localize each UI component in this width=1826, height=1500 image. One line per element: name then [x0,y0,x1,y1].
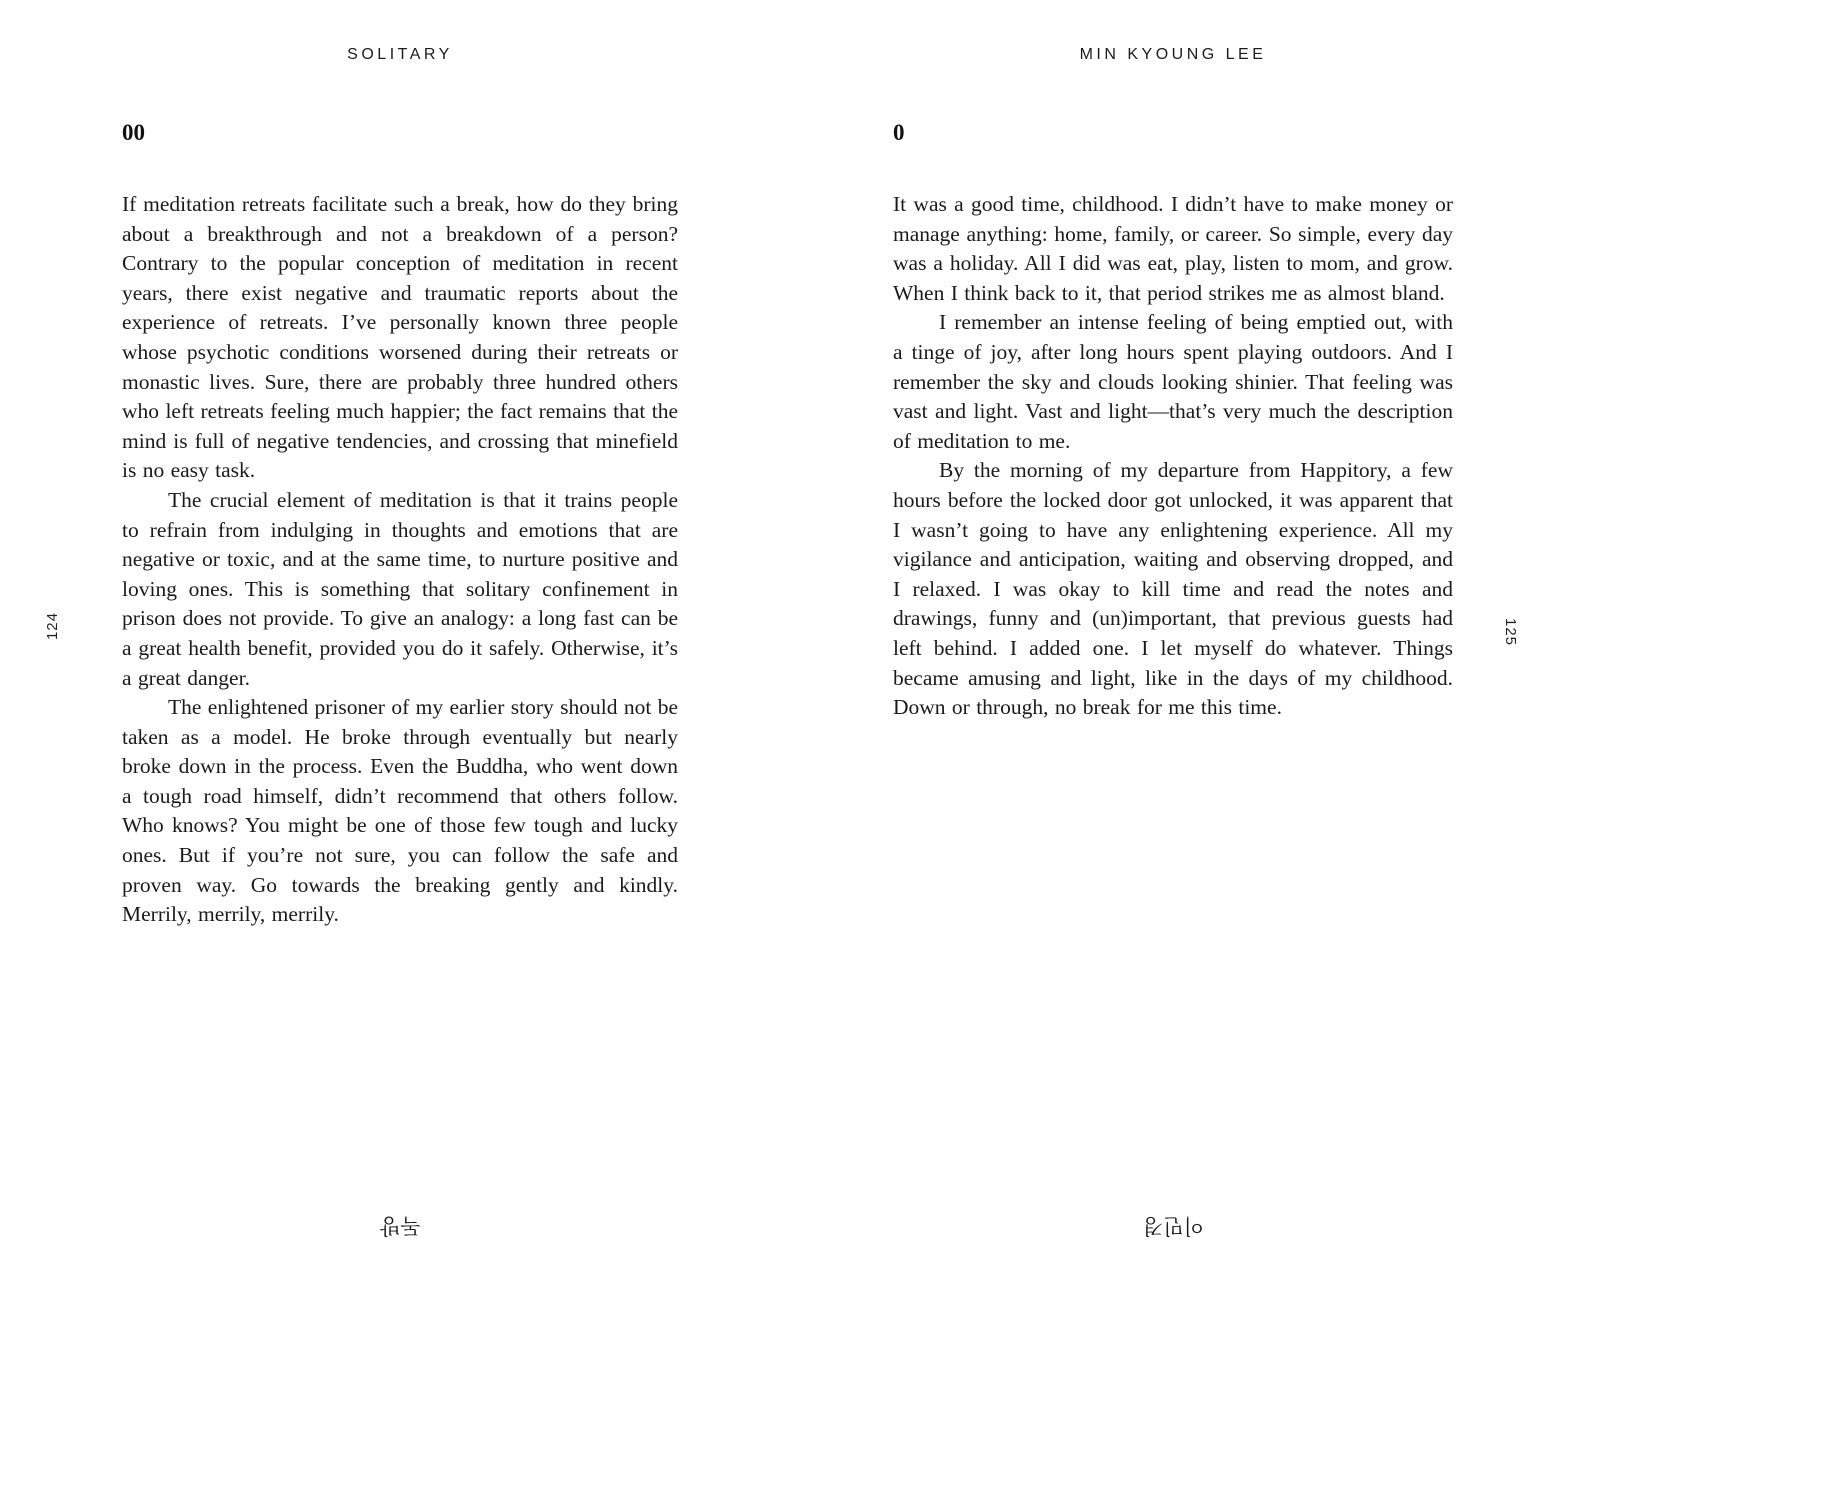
body-paragraph: If meditation retreats facilitate such a break, how do they bring about a breakthrough and not a breakdown of a person? Contrary to the popular conception of meditation in recent years, there exist negative and traumatic reports about the experience of retreats. I’ve personally known three people whose psychotic conditions worsened during their retreats or monastic lives. Sure, there are probably three hundred others who left retreats feeling much happier; the fact remains that the mind is full of negative tendencies, and crossing that minefield is no easy task. [122,192,678,483]
body-paragraph: It was a good time, childhood. I didn’t have to make money or manage anything: home, family, or career. So simple, every day was a holiday. All I did was eat, play, listen to mom, and grow. When I think back to it, that period strikes me as almost bland. [893,192,1453,305]
body-paragraph: The enlightened prisoner of my earlier story should not be taken as a model. He broke through eventually but nearly broke down in the process. Even the Buddha, who went down a tough road himself, didn’t recommend that others follow. Who knows? You might be one of those few tough and lucky ones. But if you’re not sure, you can follow the safe and proven way. Go towards the breaking gently and kindly. Merrily, merrily, merrily. [122,695,678,927]
footer-korean-title-left: 독방 [379,1214,421,1238]
footer-korean-title-right: 이민경 [1142,1214,1204,1238]
right-page-text-column [893,120,1453,723]
footer-title-right [893,1212,1453,1242]
footer-title-left [122,1212,678,1242]
page-number-right: 125 [1502,618,1519,647]
running-header-left: SOLITARY [347,46,453,63]
section-number-right: 0 [893,120,905,145]
page-number-left: 124 [44,612,61,641]
body-paragraph: I remember an intense feeling of being emptied out, with a tinge of joy, after long hours spent playing outdoors. And I remember the sky and clouds looking shinier. That feeling was vast and light. Vast and light—that’s very much the description of meditation to me. [893,310,1453,453]
left-page-text-column [122,120,678,930]
body-paragraph: The crucial element of meditation is that it trains people to refrain from indulging in thoughts and emotions that are negative or toxic, and at the same time, to nurture positive and loving ones. This is something that solitary confinement in prison does not provide. To give an analogy: a long fast can be a great health benefit, provided you do it safely. Otherwise, it’s a great danger. [122,487,678,690]
body-paragraph: By the morning of my departure from Happitory, a few hours before the locked door got unlocked, it was apparent that I wasn’t going to have any enlightening experience. All my vigilance and anticipation, waiting and observing dropped, and I relaxed. I was okay to kill time and read the notes and drawings, funny and (un)important, that previous guests had left behind. I added one. I let myself do whatever. Things became amusing and light, like in the days of my childhood. Down or through, no break for me this time. [893,458,1453,720]
running-header-right: MIN KYOUNG LEE [1079,46,1267,63]
section-number-left: 00 [122,120,145,145]
